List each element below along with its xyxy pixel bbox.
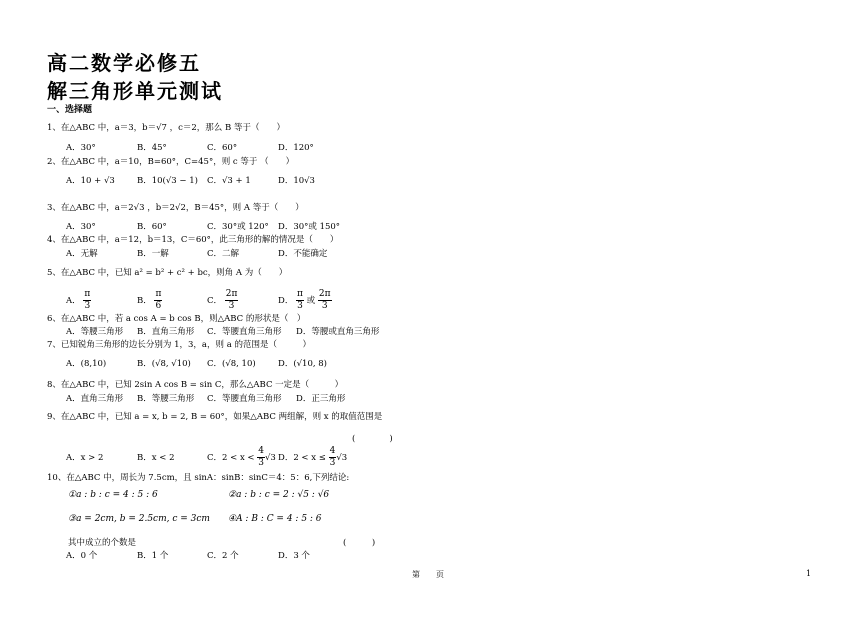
q1-option-b: B．45° — [137, 143, 167, 153]
question-4: 4、在△ABC 中，a＝12，b＝13，C＝60°，此三角形的解的情况是（ ） — [47, 235, 339, 245]
q9-option-d: D．2 < x ≤ $\frac{4}{3}$ √3 — [278, 446, 348, 468]
q6-option-b: B．直角三角形 — [137, 327, 195, 337]
q7-option-a: A．(8,10) — [66, 359, 107, 369]
q5-option-c: C． $\frac{2\pi}{3}$ — [207, 289, 238, 311]
title-line-1: 高二数学必修五 — [47, 51, 201, 75]
q6-option-a: A．等腰三角形 — [66, 327, 124, 337]
footer-page-number: 1 — [806, 569, 812, 578]
q9-option-b: B．x < 2 — [137, 453, 175, 463]
q8-option-c: C．等腰直角三角形 — [207, 394, 282, 404]
question-2: 2、在△ABC 中，a＝10，B=60°，C=45°，则 c 等于 （ ） — [47, 157, 295, 167]
q9-option-a: A．x > 2 — [66, 453, 104, 463]
q3-option-b: B．60° — [137, 222, 167, 232]
q5-option-b: B． $\frac{\pi}{6}$ — [137, 289, 162, 311]
q10-statement-1: ①a : b : c = 4 : 5 : 6 — [68, 490, 158, 500]
section-heading: 一、选择题 — [47, 105, 93, 115]
q10-answer-bracket: ( ) — [343, 538, 376, 548]
q5-d-fraction-1: $\frac{\pi}{3}$ — [297, 289, 303, 311]
q9-c-fraction: $\frac{4}{3}$ — [258, 446, 264, 468]
question-3: 3、在△ABC 中，a＝2√3 ，b＝2√2，B＝45°，则 A 等于（ ） — [47, 203, 304, 213]
question-5: 5、在△ABC 中，已知 a² = b² + c² + bc，则角 A 为（ ） — [47, 268, 288, 278]
q7-option-d: D．(√10, 8) — [278, 359, 327, 369]
q1-option-c: C．60° — [207, 143, 238, 153]
q3-option-c: C．30°或 120° — [207, 222, 269, 232]
q10-question: 其中成立的个数是 — [68, 538, 137, 548]
q8-option-b: B．等腰三角形 — [137, 394, 195, 404]
q10-statement-3: ③a = 2cm, b = 2.5cm, c = 3cm — [68, 514, 210, 524]
q10-option-b: B．1 个 — [137, 551, 169, 561]
q4-option-d: D．不能确定 — [278, 249, 328, 259]
question-7: 7、已知锐角三角形的边长分别为 1，3，a，则 a 的范围是（ ） — [47, 340, 311, 350]
q6-option-d: D．等腰或直角三角形 — [296, 327, 380, 337]
q5-c-fraction: $\frac{2\pi}{3}$ — [225, 289, 238, 311]
q5-b-fraction: $\frac{\pi}{6}$ — [155, 289, 162, 311]
q2-option-d: D．10√3 — [278, 176, 315, 186]
q1-option-a: A．30° — [66, 143, 96, 153]
q3-option-a: A．30° — [66, 222, 96, 232]
q8-option-d: D．正三角形 — [296, 394, 346, 404]
q10-option-a: A．0 个 — [66, 551, 98, 561]
q10-statement-4: ④A : B : C = 4 : 5 : 6 — [228, 514, 322, 524]
q7-option-c: C．(√8, 10) — [207, 359, 256, 369]
question-6: 6、在△ABC 中，若 a cos A = b cos B，则△ABC 的形状是（ ） — [47, 314, 306, 324]
q2-option-b: B．10(√3 − 1) — [137, 176, 198, 186]
q5-d-fraction-2: $\frac{2\pi}{3}$ — [318, 289, 331, 311]
q10-option-d: D．3 个 — [278, 551, 310, 561]
q6-option-c: C．等腰直角三角形 — [207, 327, 282, 337]
title-line-2: 解三角形单元测试 — [47, 79, 223, 103]
q10-statement-2: ②a : b : c = 2 : √5 : √6 — [228, 490, 330, 500]
q1-option-d: D．120° — [278, 143, 314, 153]
q9-answer-bracket: ( ) — [352, 434, 393, 444]
q3-option-d: D．30°或 150° — [278, 222, 341, 232]
question-1: 1、在△ABC 中，a＝3，b＝√7 ，c＝2，那么 B 等于（ ） — [47, 123, 285, 133]
q9-d-fraction: $\frac{4}{3}$ — [329, 446, 336, 468]
q5-option-d: D． $\frac{\pi}{3}$ 或 $\frac{2\pi}{3}$ — [278, 289, 331, 311]
question-10: 10、在△ABC 中，周长为 7.5cm，且 sinA：sinB：sinC＝4：5：6,下列结论: — [47, 473, 350, 483]
q9-option-c: C．2 < x < $\frac{4}{3}$ √3 — [207, 446, 276, 468]
q4-option-b: B．一解 — [137, 249, 169, 259]
footer-page-label: 第 页 — [412, 570, 444, 579]
q4-option-c: C．二解 — [207, 249, 240, 259]
q5-a-fraction: $\frac{\pi}{3}$ — [84, 289, 91, 311]
q8-option-a: A．直角三角形 — [66, 394, 124, 404]
q5-option-a: A． $\frac{\pi}{3}$ — [66, 289, 91, 311]
q10-option-c: C．2 个 — [207, 551, 239, 561]
q2-option-c: C．√3 + 1 — [207, 176, 251, 186]
question-8: 8、在△ABC 中，已知 2sin A cos B = sin C，那么△ABC 一定是（ ） — [47, 380, 344, 390]
q7-option-b: B．(√8, √10) — [137, 359, 191, 369]
q4-option-a: A．无解 — [66, 249, 98, 259]
q2-option-a: A．10 + √3 — [66, 176, 115, 186]
question-9: 9、在△ABC 中，已知 a = x, b = 2, B = 60°，如果△ABC 两组解，则 x 的取值范围是 — [47, 412, 383, 422]
